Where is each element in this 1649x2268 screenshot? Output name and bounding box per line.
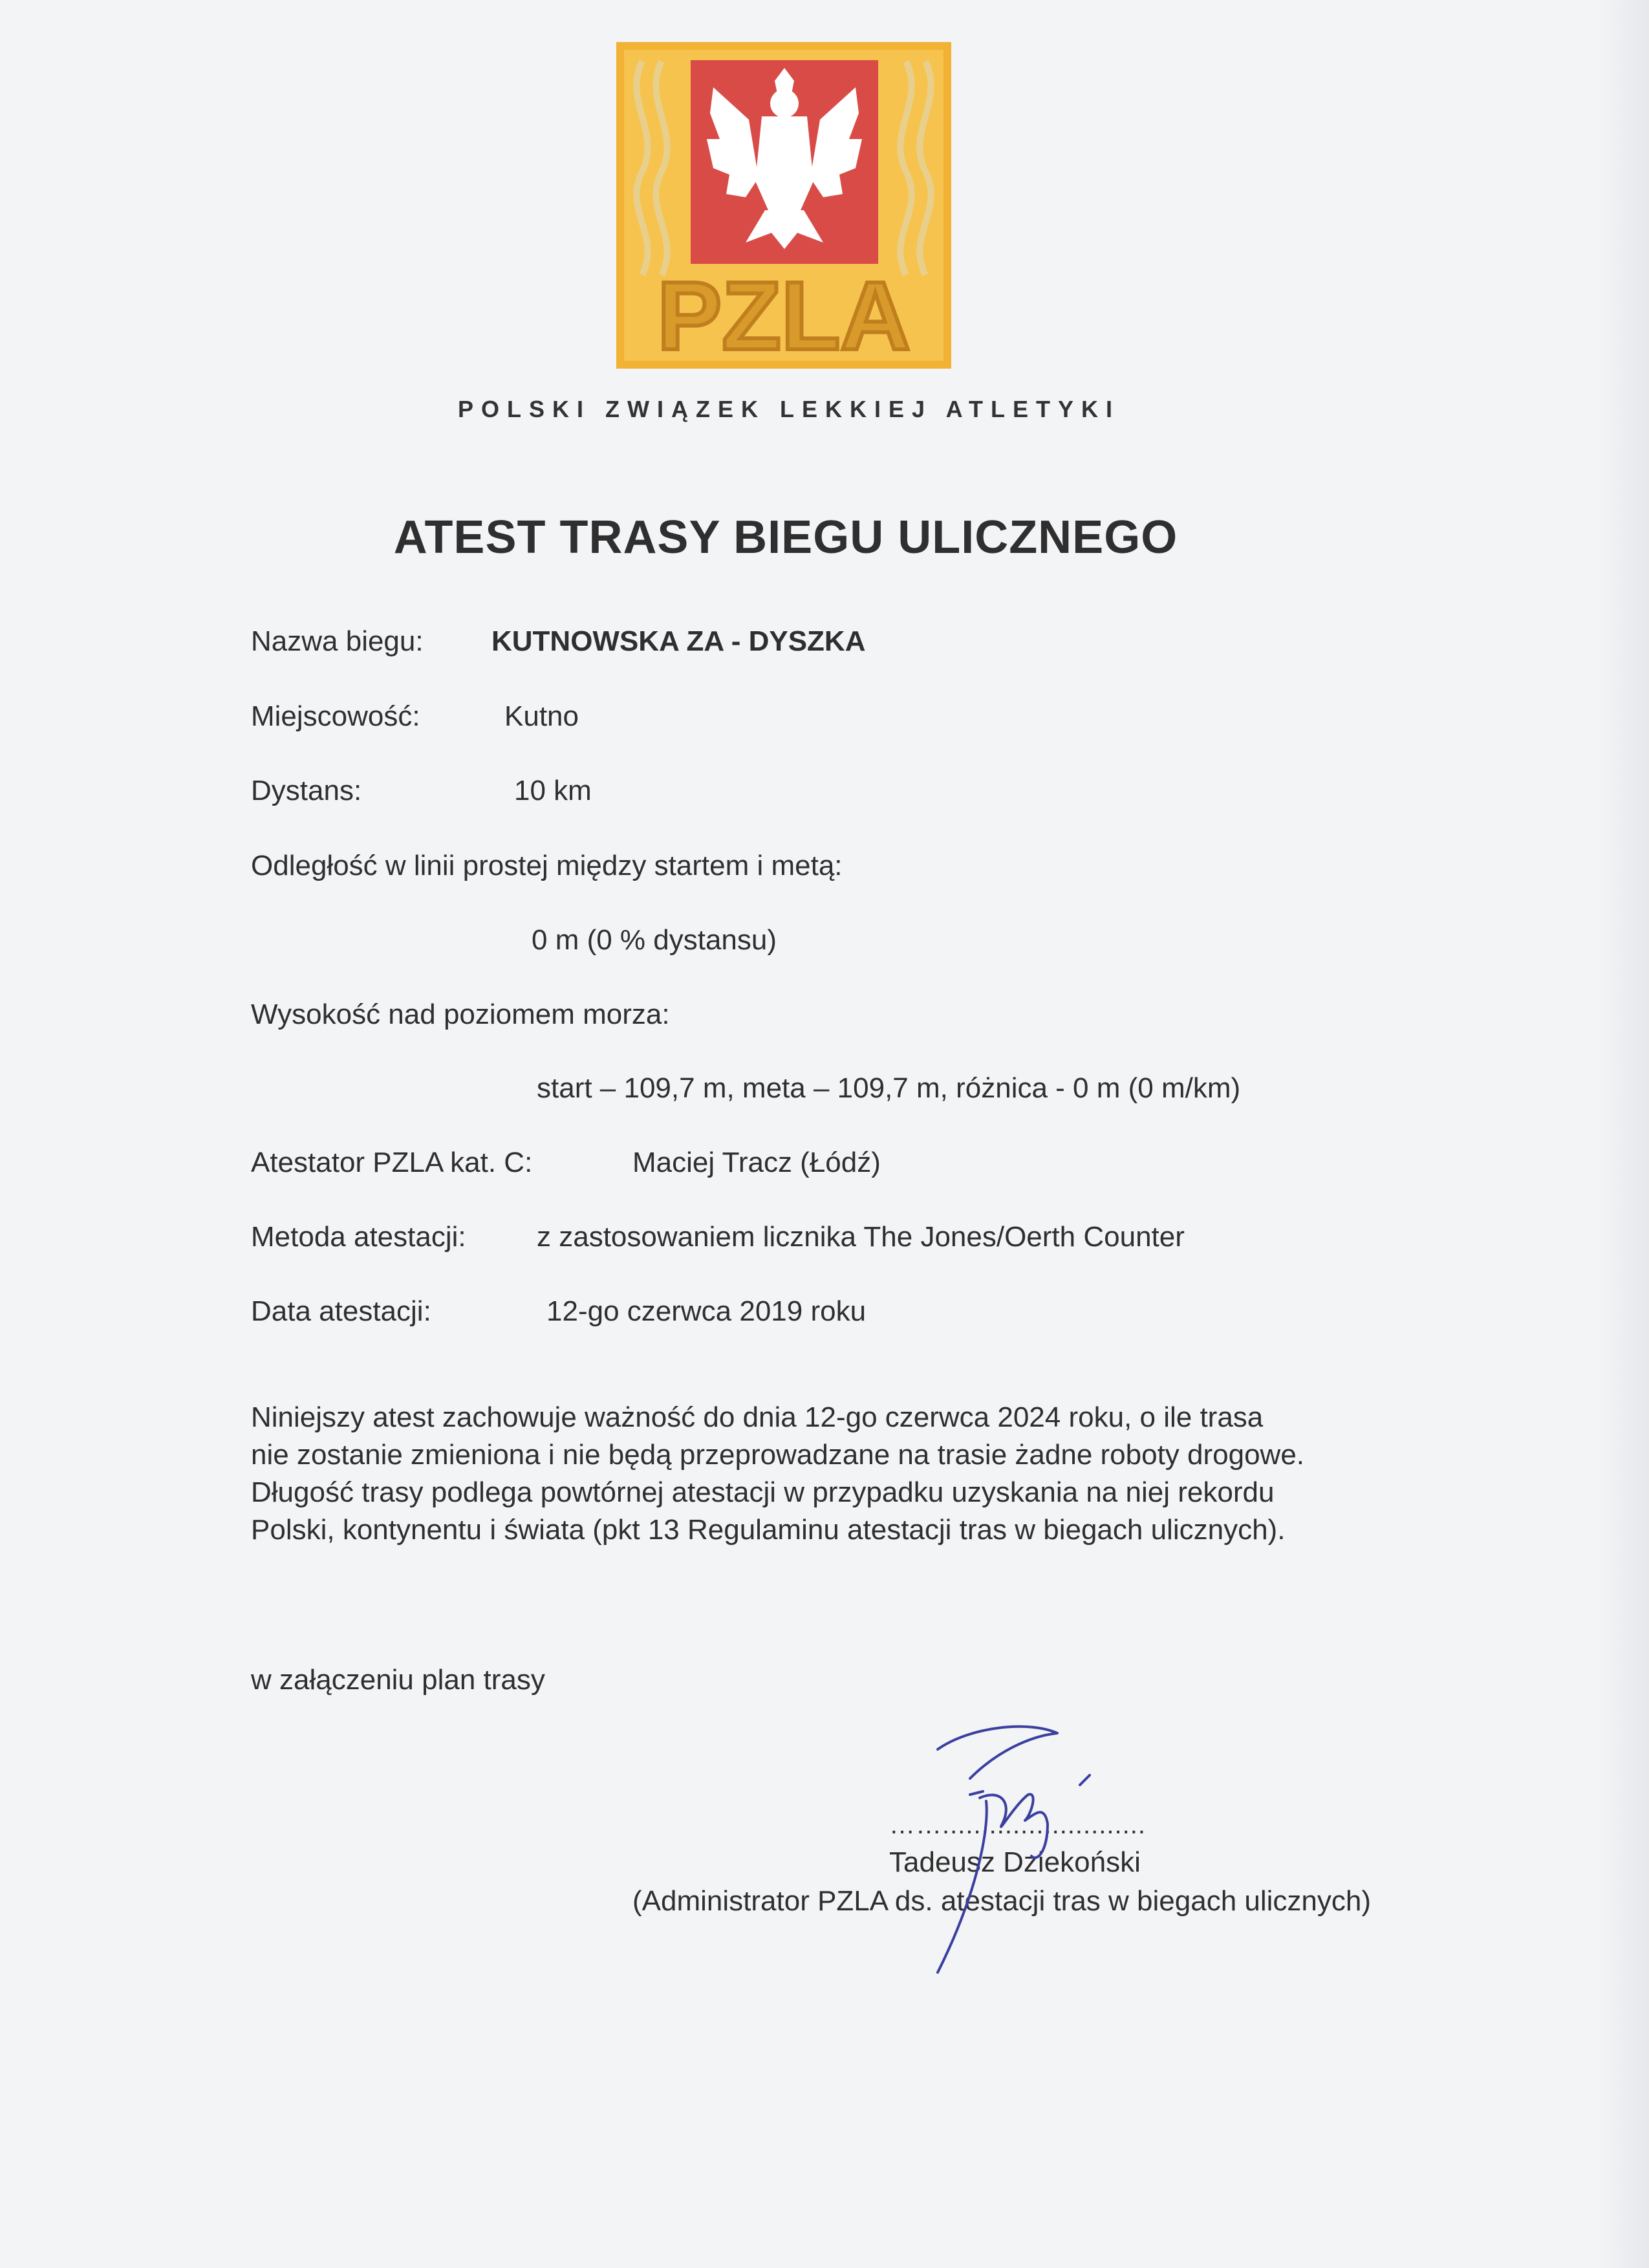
signature-dotted-line: …….......................... <box>889 1811 1146 1839</box>
pzla-logo <box>616 42 951 369</box>
validity-line: Długość trasy podlega powtórnej atestacji w przypadku uzyskania na niej rekordu <box>251 1476 1275 1508</box>
method-label: Metoda atestacji: <box>251 1221 466 1253</box>
race-name-label: Nazwa biegu: <box>251 625 424 657</box>
location-label: Miejscowość: <box>251 700 420 732</box>
validity-paragraph <box>251 1399 1304 1549</box>
white-eagle-emblem-icon <box>616 42 951 369</box>
straight-line-value: 0 m (0 % dystansu) <box>532 924 777 956</box>
signatory-role: (Administrator PZLA ds. atestacji tras w biegach ulicznych) <box>632 1885 1372 1917</box>
location-value: Kutno <box>504 700 579 732</box>
handwritten-signature <box>899 1701 1145 1985</box>
race-name-value: KUTNOWSKA ZA - DYSZKA <box>491 625 866 657</box>
document-title: ATEST TRASY BIEGU ULICZNEGO <box>393 512 1178 563</box>
certifier-label: Atestator PZLA kat. C: <box>251 1147 533 1178</box>
attachment-note: w załączeniu plan trasy <box>251 1664 545 1696</box>
altitude-value: start – 109,7 m, meta – 109,7 m, różnica - 0 m (0 m/km) <box>537 1072 1241 1104</box>
straight-line-label: Odległość w linii prostej między startem i metą: <box>251 850 843 881</box>
organization-name: POLSKI ZWIĄZEK LEKKIEJ ATLETYKI <box>457 396 1120 422</box>
signature-scribble-icon <box>899 1701 1145 1985</box>
svg-text:PZLA: PZLA <box>657 261 911 369</box>
date-label: Data atestacji: <box>251 1295 431 1327</box>
method-value: z zastosowaniem licznika The Jones/Oerth Counter <box>537 1221 1185 1253</box>
validity-line: Polski, kontynentu i świata (pkt 13 Regulaminu atestacji tras w biegach ulicznych). <box>251 1514 1286 1546</box>
certifier-value: Maciej Tracz (Łódź) <box>632 1147 881 1178</box>
distance-value: 10 km <box>514 775 592 806</box>
date-value: 12-go czerwca 2019 roku <box>546 1295 867 1327</box>
validity-line: Niniejszy atest zachowuje ważność do dnia 12-go czerwca 2024 roku, o ile trasa <box>251 1401 1264 1433</box>
signatory-name: Tadeusz Dziekoński <box>889 1846 1141 1878</box>
pzla-wordmark <box>657 261 911 369</box>
altitude-label: Wysokość nad poziomem morza: <box>251 999 670 1030</box>
scan-edge-shadow <box>1597 0 1649 2268</box>
validity-line: nie zostanie zmieniona i nie będą przeprowadzane na trasie żadne roboty drogowe. <box>251 1439 1305 1471</box>
distance-label: Dystans: <box>251 775 362 806</box>
